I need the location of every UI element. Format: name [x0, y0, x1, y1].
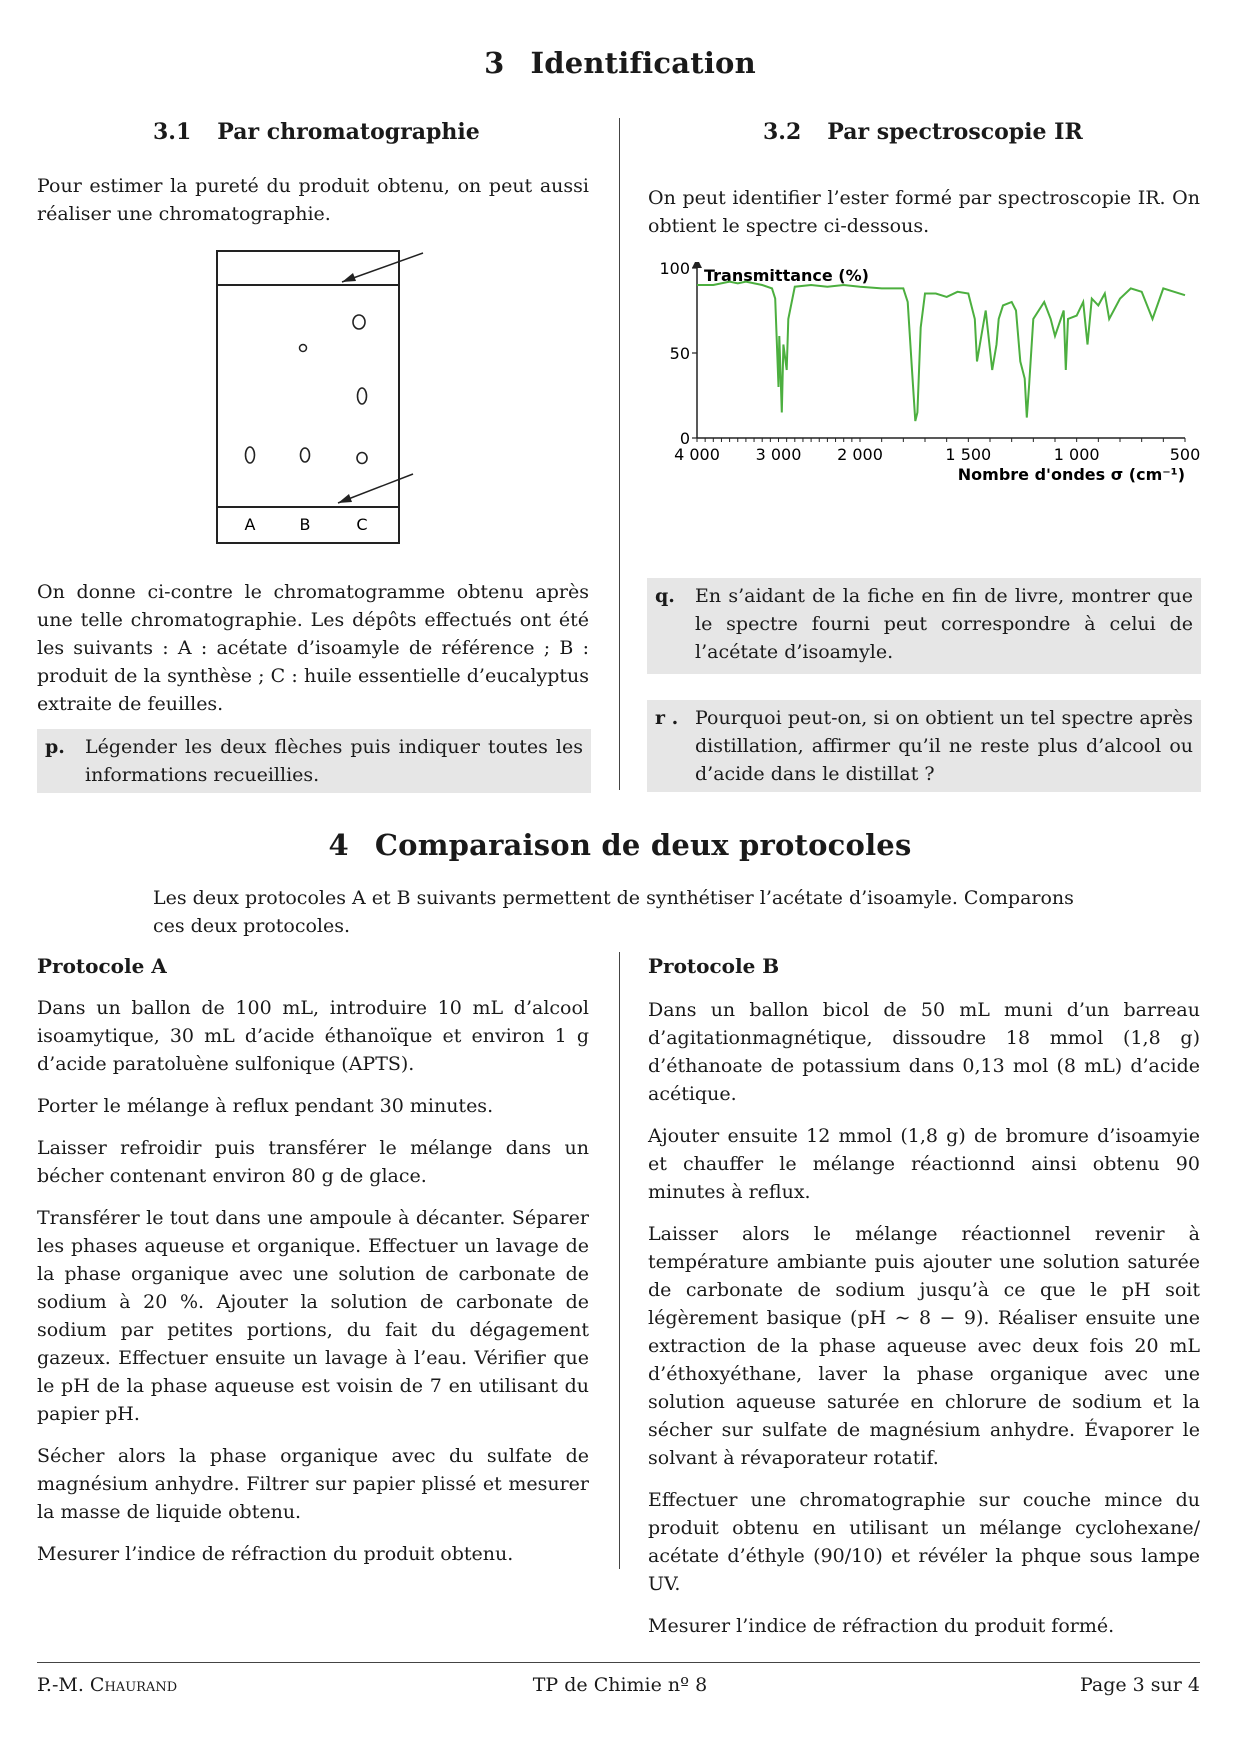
- arrow-top-head: [342, 273, 356, 282]
- question-text: En s’aidant de la fiche en fin de livre, montrer que le spectre fourni peut correspondre à celui de l’acétate d’isoamyle.: [695, 585, 1193, 663]
- protocol-b: [648, 952, 1200, 1640]
- x-tick-label: 500: [1169, 445, 1201, 464]
- y-tick-label: 0: [679, 429, 690, 448]
- question-label: p.: [45, 736, 65, 758]
- ir-intro: On peut identifier l’ester formé par spectroscopie IR. On obtient le spectre ci-dessous.: [648, 187, 1200, 237]
- section-title: Identification: [530, 46, 756, 80]
- chart-axes: [659, 262, 1200, 484]
- x-axis-title: Nombre d'ondes σ (cm⁻¹): [957, 465, 1185, 484]
- question-q: [647, 578, 1201, 674]
- ir-spectrum-chart: [655, 262, 1205, 542]
- protocol-a-step: Dans un ballon de 100 mL, introduire 10 mL d’alcool isoamytique, 30 mL d’acide éthanoïque et environ 1 g d’acide paratoluène sulfonique (APTS).: [37, 997, 589, 1075]
- section-title: Comparaison de deux protocoles: [374, 828, 912, 862]
- protocol-a-step: Transférer le tout dans une ampoule à décanter. Séparer les phases aqueuse et organique. Effectuer un lavage de la phase organique avec une solution de carbonate de sodium à 20 %. Ajouter la solution de carbonate de sodium par petites portions, du fait du dégagement gazeux. Effectuer ensuite un lavage à l’eau. Vérifier que le pH de la phase aqueuse est voisin de 7 en utilisant du papier pH.: [37, 1207, 589, 1425]
- footer-author: P.-M. Chaurand: [37, 1674, 178, 1696]
- footer-title: TP de Chimie nº 8: [532, 1674, 708, 1696]
- protocol-b-step: Ajouter ensuite 12 mmol (1,8 g) de bromure d’isoamyie et chauffer le mélange réactionnd ainsi obtenu 90 minutes à reflux.: [648, 1125, 1200, 1203]
- protocol-a: [37, 952, 589, 1568]
- section-4-heading: [0, 828, 1240, 862]
- section-number: 4: [328, 828, 349, 862]
- tlc-plate-figure: [210, 248, 430, 548]
- footer-rule: [37, 1662, 1200, 1663]
- protocol-b-step: Laisser alors le mélange réactionnel revenir à température ambiante puis ajouter une solution saturée de carbonate de sodium jusqu’à ce que le pH soit légèrement basique (pH ∼ 8 − 9). Réaliser ensuite une extraction de la phase aqueuse avec deux fois 20 mL d’éthoxyéthane, laver la phase organique avec une solution aqueuse saturée en chlorure de sodium et la sécher sur sulfate de magnésium anhydre. Évaporer le solvant à révaporateur rotatif.: [648, 1223, 1200, 1469]
- section-number: 3: [484, 46, 505, 80]
- subsection-3-2-heading: [763, 119, 1083, 145]
- protocol-a-step: Porter le mélange à reflux pendant 30 minutes.: [37, 1095, 494, 1117]
- y-axis-title: Transmittance (%): [704, 266, 869, 285]
- column-divider: [619, 952, 620, 1569]
- question-r: [647, 700, 1201, 792]
- question-p: [37, 729, 591, 793]
- spectrum-line: [697, 282, 1185, 421]
- y-tick-label: 50: [669, 344, 690, 363]
- plate-label-b: B: [299, 515, 311, 534]
- x-tick-label: 1 000: [1053, 445, 1100, 464]
- subsection-number: 3.1: [153, 119, 192, 145]
- spot-c-2: [358, 388, 367, 404]
- protocol-b-step: Dans un ballon bicol de 50 mL muni d’un barreau d’agitationmagnétique, dissoudre 18 mmol (1,8 g) d’éthanoate de potassium dans 0,13 mol (8 mL) d’acide acétique.: [648, 999, 1200, 1105]
- question-label: r .: [655, 707, 679, 729]
- protocol-a-step: Mesurer l’indice de réfraction du produit obtenu.: [37, 1543, 514, 1565]
- protocol-a-title: Protocole A: [37, 954, 167, 978]
- x-tick-label: 4 000: [674, 445, 720, 464]
- subsection-title: Par chromatographie: [217, 119, 480, 145]
- subsection-title: Par spectroscopie IR: [827, 119, 1083, 145]
- spot-c-3: [357, 453, 367, 464]
- chart-marks: [697, 282, 1185, 421]
- spot-b-1: [300, 345, 307, 352]
- chromatogram-description: On donne ci-contre le chromatogramme obtenu après une telle chromatographie. Les dépôts effectués ont été les suivants : A : acétate d’isoamyle de référence ; B : produit de la synthèse ; C : huile essentielle d’eucalyptus extraite de feuilles.: [37, 581, 589, 715]
- protocol-b-step: Mesurer l’indice de réfraction du produit formé.: [648, 1615, 1115, 1637]
- x-tick-label: 3 000: [755, 445, 802, 464]
- spot-a: [246, 447, 255, 463]
- x-tick-label: 1 500: [945, 445, 992, 464]
- question-text: Légender les deux flèches puis indiquer toutes les informations recueillies.: [85, 736, 583, 786]
- plate-label-c: C: [356, 515, 368, 534]
- protocol-a-step: Sécher alors la phase organique avec du sulfate de magnésium anhydre. Filtrer sur papier plissé et mesurer la masse de liquide obtenu.: [37, 1445, 589, 1523]
- x-tick-label: 2 000: [837, 445, 883, 464]
- arrow-bottom-head: [338, 494, 352, 503]
- section-3-heading: [0, 46, 1240, 80]
- spot-c-1: [353, 315, 365, 329]
- footer-page: Page 3 sur 4: [1079, 1674, 1200, 1696]
- subsection-3-1-heading: [153, 119, 480, 145]
- subsection-number: 3.2: [763, 119, 802, 145]
- section-4-intro: Les deux protocoles A et B suivants permettent de synthétiser l’acétate d’isoamyle. Comparons ces deux protocoles.: [153, 887, 1074, 937]
- chromatography-intro: Pour estimer la pureté du produit obtenu, on peut aussi réaliser une chromatographie.: [37, 175, 589, 225]
- protocol-b-title: Protocole B: [648, 954, 780, 978]
- spot-b-2: [301, 448, 310, 462]
- question-text: Pourquoi peut-on, si on obtient un tel spectre après distillation, affirmer qu’il ne reste plus d’alcool ou d’acide dans le distillat ?: [695, 707, 1193, 785]
- question-label: q.: [655, 585, 675, 607]
- protocol-b-step: Effectuer une chromatographie sur couche mince du produit obtenu en utilisant un mélange cyclohexane/ acétate d’éthyle (90/10) et révéler la phque sous lampe UV.: [648, 1489, 1200, 1595]
- column-divider: [619, 118, 620, 790]
- plate-label-a: A: [244, 515, 256, 534]
- y-tick-label: 100: [659, 262, 690, 278]
- protocol-a-step: Laisser refroidir puis transférer le mélange dans un bécher contenant environ 80 g de glace.: [37, 1137, 589, 1187]
- y-axis-arrow: [692, 262, 702, 268]
- tlc-plate-outline: [217, 251, 399, 543]
